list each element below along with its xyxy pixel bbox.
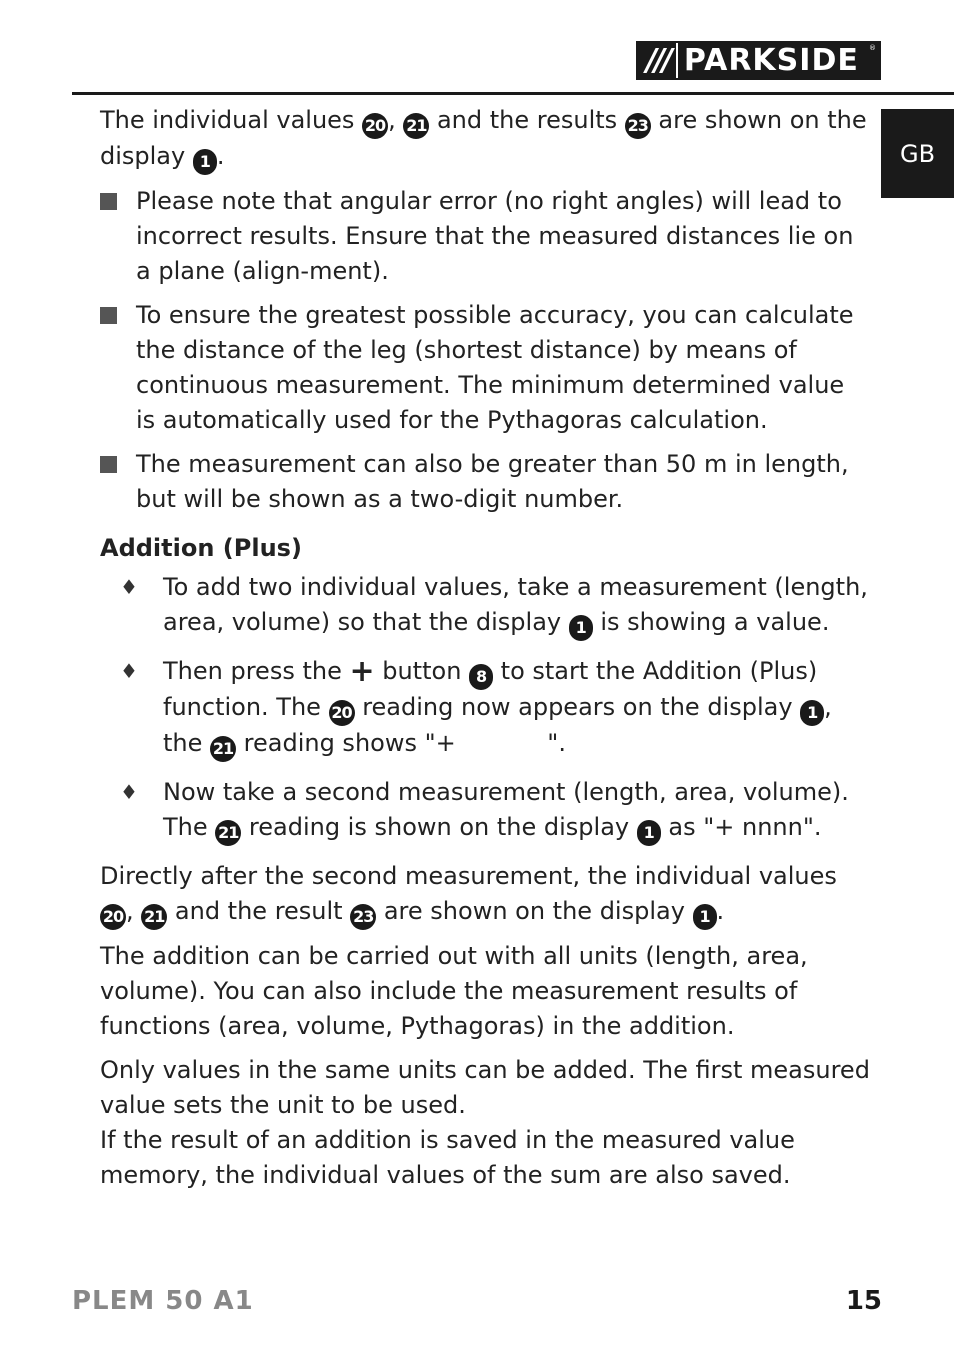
ref-badge-23: 23 — [350, 904, 376, 930]
plus-icon: + — [349, 654, 375, 689]
memory-paragraph: If the result of an addition is saved in the measured value memory, the individual values of the sum are also saved. — [100, 1126, 795, 1189]
header-rule — [72, 92, 954, 95]
footer-model: PLEM 50 A1 — [72, 1286, 254, 1316]
units-paragraph: The addition can be carried out with all units (length, area, volume). You can also include the measurement results of functions (area, volume, Pythagoras) in the addition. — [100, 942, 808, 1040]
ref-badge-1: 1 — [193, 149, 217, 175]
diamond-bullet-icon: ♦ — [120, 659, 138, 683]
square-bullet-icon — [100, 456, 117, 473]
square-bullet-icon — [100, 193, 117, 210]
diamond-bullet-icon: ♦ — [120, 780, 138, 804]
section-heading: Addition (Plus) — [100, 534, 302, 562]
page-content — [100, 103, 870, 1202]
ref-badge-1: 1 — [800, 700, 824, 726]
diamond-bullet-icon: ♦ — [120, 575, 138, 599]
note-item: Please note that angular error (no right angles) will lead to incorrect results. Ensure that the measured distances lie on a plane (align-ment). — [100, 184, 870, 289]
ref-badge-1: 1 — [693, 904, 717, 930]
ref-badge-21: 21 — [141, 904, 167, 930]
ref-badge-21: 21 — [215, 820, 241, 846]
ref-badge-20: 20 — [329, 700, 355, 726]
step-item: ♦ Now take a second measurement (length, area, volume). The 21 reading is shown on the display 1 as "+ nnnn". — [100, 775, 870, 846]
logo-wordmark: PARKSIDE — [676, 43, 879, 78]
note-item: To ensure the greatest possible accuracy, you can calculate the distance of the leg (shortest distance) by means of continuous measurement. The minimum determined value is automatically used for the Pythagoras calculation. — [100, 298, 870, 438]
ref-badge-8: 8 — [469, 664, 493, 690]
logo-registered-mark: ® — [869, 44, 876, 52]
ref-badge-21: 21 — [210, 736, 236, 762]
ref-badge-20: 20 — [362, 113, 388, 139]
language-tab: GB — [881, 109, 954, 198]
logo-slashes: /// — [646, 43, 670, 78]
page-number: 15 — [845, 1286, 882, 1316]
ref-badge-1: 1 — [569, 615, 593, 641]
ref-badge-21: 21 — [403, 113, 429, 139]
ref-badge-23: 23 — [625, 113, 651, 139]
same-units-paragraph: Only values in the same units can be added. The first measured value sets the unit to be used. — [100, 1056, 870, 1119]
ref-badge-1: 1 — [637, 820, 661, 846]
square-bullet-icon — [100, 307, 117, 324]
step-item: ♦ Then press the + button 8 to start the Addition (Plus) function. The 20 reading now appears on the display 1 , the 21 reading shows "+ ". — [100, 654, 870, 762]
ref-badge-20: 20 — [100, 904, 126, 930]
note-item: The measurement can also be greater than 50 m in length, but will be shown as a two-digit number. — [100, 447, 870, 517]
after-paragraph: Directly after the second measurement, the individual values 20 , 21 and the result 23 are shown on the display 1 . — [100, 859, 870, 930]
intro-paragraph: The individual values 20 , 21 and the results 23 are shown on the display 1 . — [100, 103, 870, 175]
parkside-logo — [636, 41, 881, 80]
step-item: ♦ To add two individual values, take a measurement (length, area, volume) so that the display 1 is showing a value. — [100, 570, 870, 641]
